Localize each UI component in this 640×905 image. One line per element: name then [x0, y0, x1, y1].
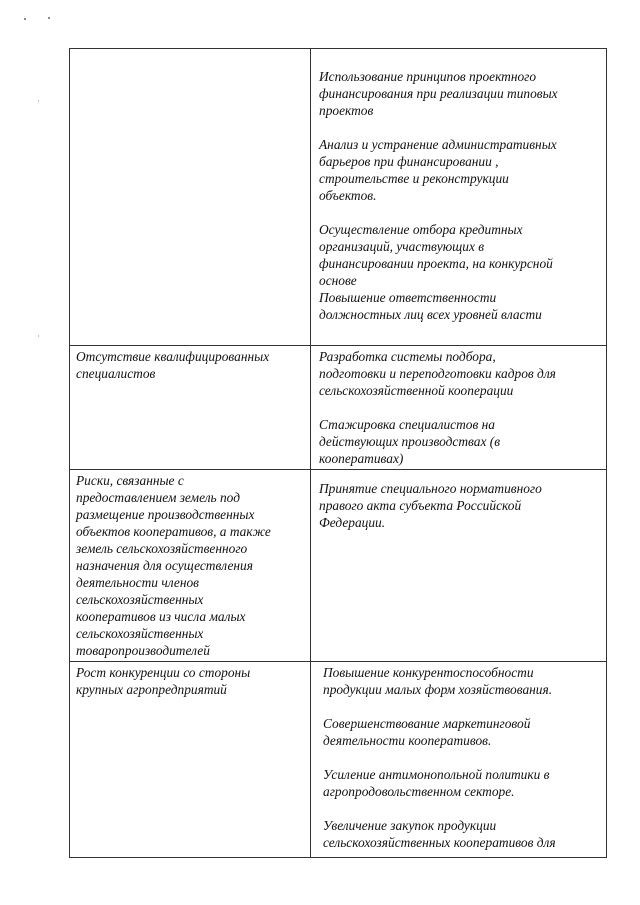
measure-line: Осуществление отбора кредитных — [319, 222, 523, 237]
measure-line: Совершенствование маркетинговой — [323, 716, 531, 731]
scan-speck — [24, 18, 26, 20]
measure-line: Федерации. — [319, 515, 386, 530]
scan-speck — [48, 17, 50, 19]
risk-line: деятельности членов — [76, 575, 199, 590]
measure-line: Повышение конкурентоспособности — [323, 665, 534, 680]
measures-cell — [311, 662, 607, 858]
risk-line: предоставлением земель под — [76, 490, 240, 505]
risk-line: крупных агропредприятий — [76, 682, 227, 697]
risk-line: Отсутствие квалифицированных — [76, 349, 270, 364]
measure-line: финансировании проекта, на конкурсной — [319, 256, 553, 271]
measure-line: Разработка системы подбора, — [319, 349, 496, 364]
table-row — [70, 49, 607, 346]
measure-line: деятельности кооперативов. — [323, 733, 492, 748]
measure-line: Стажировка специалистов на — [319, 417, 495, 432]
measures-cell — [311, 346, 607, 470]
risk-line: специалистов — [76, 366, 156, 381]
measure-line: проектов — [319, 103, 374, 118]
risk-line: сельскохозяйственных — [76, 626, 204, 641]
risk-line: Риски, связанные с — [76, 473, 184, 488]
measure-line: основе — [319, 273, 357, 288]
risk-line: назначения для осуществления — [76, 558, 253, 573]
measure-line: подготовки и переподготовки кадров для — [319, 366, 556, 381]
measure-line: Использование принципов проектного — [319, 69, 537, 84]
measure-line: действующих производствах (в — [319, 434, 501, 449]
risk-cell — [70, 662, 311, 858]
measures-cell — [311, 470, 607, 662]
measure-line: агропродовольственном секторе. — [323, 784, 515, 799]
risk-line: сельскохозяйственных — [76, 592, 204, 607]
measure-line: финансирования при реализации типовых — [319, 86, 558, 101]
measures-cell — [311, 49, 607, 346]
risk-line: кооперативов из числа малых — [76, 609, 246, 624]
risk-line: Рост конкуренции со стороны — [76, 665, 251, 680]
measure-line: должностных лиц всех уровней власти — [319, 307, 542, 322]
risk-cell — [70, 346, 311, 470]
measure-line: объектов. — [319, 188, 377, 203]
measure-line: Увеличение закупок продукции — [323, 818, 497, 833]
table-row — [70, 662, 607, 858]
risk-line: земель сельскохозяйственного — [76, 541, 248, 556]
measure-line: кооперативах) — [319, 451, 404, 466]
measure-line: правого акта субъекта Российской — [319, 498, 522, 513]
measure-line: сельскохозяйственных кооперативов для — [323, 835, 556, 850]
risk-cell — [70, 470, 311, 662]
measure-line: организаций, участвующих в — [319, 239, 485, 254]
risk-line: размещение производственных — [76, 507, 255, 522]
measure-line: Повышение ответственности — [319, 290, 497, 305]
measure-line: продукции малых форм хозяйствования. — [323, 682, 553, 697]
scan-speck — [38, 335, 39, 337]
table-row — [70, 470, 607, 662]
measure-line: Принятие специального нормативного — [319, 481, 542, 496]
table-row — [70, 346, 607, 470]
measure-line: Усиление антимонопольной политики в — [323, 767, 550, 782]
risk-line: товаропроизводителей — [76, 643, 210, 658]
measure-line: строительстве и реконструкции — [319, 171, 509, 186]
scan-speck — [38, 100, 39, 102]
risk-measures-table — [69, 48, 607, 858]
measure-line: барьеров при финансировании , — [319, 154, 499, 169]
risk-cell — [70, 49, 311, 346]
risk-line: объектов кооперативов, а также — [76, 524, 271, 539]
measure-line: Анализ и устранение административных — [319, 137, 557, 152]
measure-line: сельскохозяйственной кооперации — [319, 383, 514, 398]
